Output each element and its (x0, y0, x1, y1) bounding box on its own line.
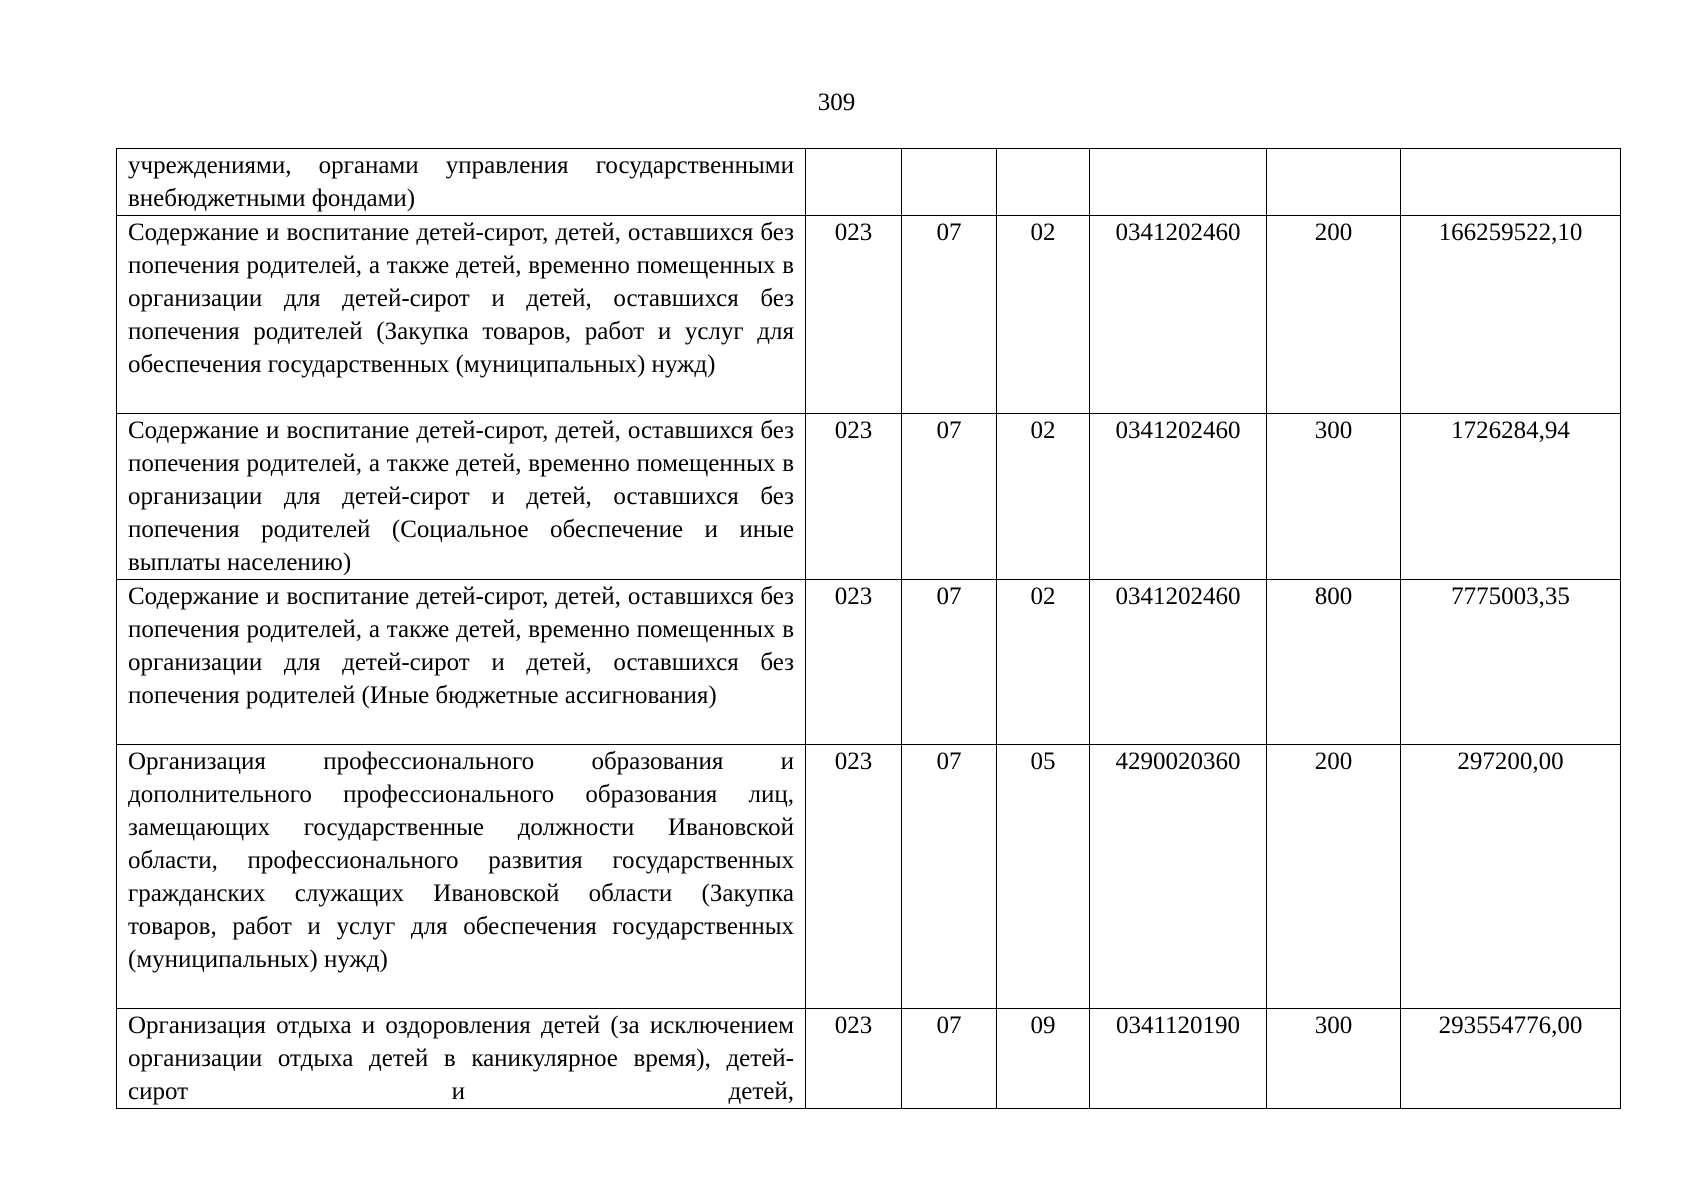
row-description: Содержание и воспитание детей-сирот, детей, оставшихся без попечения родителей, а также детей, временно помещенных в организации для детей-сирот и детей, оставшихся без попечения родителей (Закупка товаров, работ и услуг для обеспечения государственных (муниципальных) нужд) (117, 216, 806, 414)
row-target-article: 0341202460 (1090, 414, 1267, 580)
row-expense-type: 200 (1267, 216, 1401, 414)
row-description: учреждениями, органами управления государственными внебюджетными фондами) (117, 149, 806, 216)
row-target-article: 0341120190 (1090, 1009, 1267, 1109)
row-admin-code: 023 (806, 414, 902, 580)
row-description: Организация отдыха и оздоровления детей (за исключением организации отдыха детей в каникулярное время), детей-сирот и детей, (117, 1009, 806, 1109)
row-expense-type: 800 (1267, 580, 1401, 745)
row-section: 07 (902, 414, 997, 580)
row-description: Организация профессионального образования и дополнительного профессионального образования лиц, замещающих государственные должности Ивановской области, профессионального развития государственных гражданских служащих Ивановской области (Закупка товаров, работ и услуг для обеспечения государственных (муниципальных) нужд) (117, 745, 806, 1009)
table-row (117, 149, 1621, 216)
row-target-article: 0341202460 (1090, 580, 1267, 745)
row-subsection: 02 (997, 216, 1090, 414)
page-number: 309 (817, 89, 856, 116)
row-admin-code: 023 (806, 216, 902, 414)
row-subsection (997, 149, 1090, 216)
row-target-article: 4290020360 (1090, 745, 1267, 1009)
row-admin-code: 023 (806, 1009, 902, 1109)
row-subsection: 02 (997, 414, 1090, 580)
row-subsection: 02 (997, 580, 1090, 745)
row-expense-type: 200 (1267, 745, 1401, 1009)
table-row (117, 745, 1621, 1009)
table-row (117, 414, 1621, 580)
row-expense-type: 300 (1267, 414, 1401, 580)
row-section (902, 149, 997, 216)
row-amount: 293554776,00 (1401, 1009, 1621, 1109)
row-description: Содержание и воспитание детей-сирот, детей, оставшихся без попечения родителей, а также детей, временно помещенных в организации для детей-сирот и детей, оставшихся без попечения родителей (Иные бюджетные ассигнования) (117, 580, 806, 745)
budget-table (116, 148, 1621, 1109)
row-amount: 297200,00 (1401, 745, 1621, 1009)
row-amount (1401, 149, 1621, 216)
row-expense-type: 300 (1267, 1009, 1401, 1109)
table-row (117, 580, 1621, 745)
row-amount: 7775003,35 (1401, 580, 1621, 745)
row-admin-code (806, 149, 902, 216)
row-subsection: 05 (997, 745, 1090, 1009)
row-amount: 1726284,94 (1401, 414, 1621, 580)
row-admin-code: 023 (806, 580, 902, 745)
table-row (117, 216, 1621, 414)
row-admin-code: 023 (806, 745, 902, 1009)
row-section: 07 (902, 745, 997, 1009)
row-expense-type (1267, 149, 1401, 216)
row-target-article: 0341202460 (1090, 216, 1267, 414)
row-section: 07 (902, 580, 997, 745)
row-subsection: 09 (997, 1009, 1090, 1109)
row-section: 07 (902, 1009, 997, 1109)
row-amount: 166259522,10 (1401, 216, 1621, 414)
table-row (117, 1009, 1621, 1109)
row-target-article (1090, 149, 1267, 216)
row-description: Содержание и воспитание детей-сирот, детей, оставшихся без попечения родителей, а также детей, временно помещенных в организации для детей-сирот и детей, оставшихся без попечения родителей (Социальное обеспечение и иные выплаты населению) (117, 414, 806, 580)
row-section: 07 (902, 216, 997, 414)
